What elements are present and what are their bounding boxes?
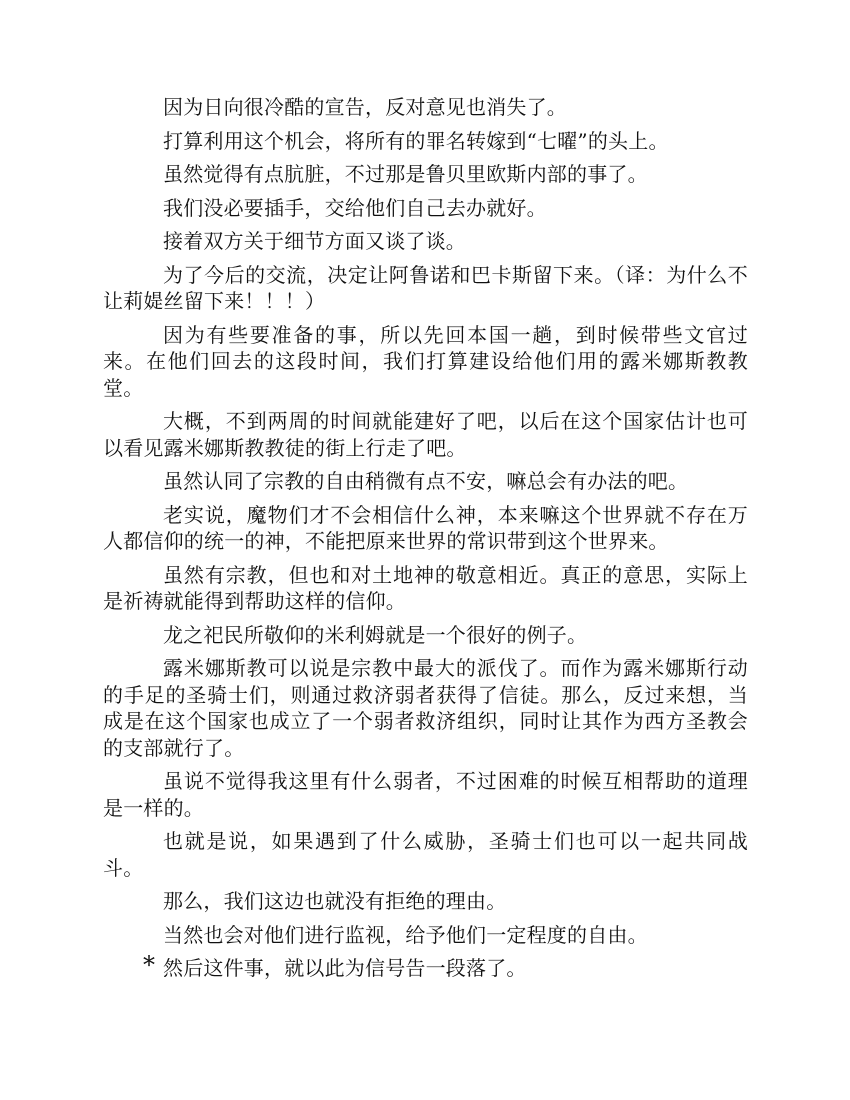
- paragraph: 虽然有宗教，但也和对土地神的敬意相近。真正的意思，实际上是祈祷就能得到帮助这样的信仰。: [103, 562, 748, 613]
- paragraph: 因为日向很冷酷的宣告，反对意见也消失了。: [163, 95, 567, 119]
- paragraph: 然后这件事，就以此为信号告一段落了。: [163, 956, 527, 980]
- paragraph: 那么，我们这边也就没有拒绝的理由。: [163, 889, 507, 913]
- paragraph: 当然也会对他们进行监视，给予他们一定程度的自由。: [163, 922, 648, 947]
- paragraph: 老实说，魔物们才不会相信什么神，本来嘛这个世界就不存在万人都信仰的统一的神，不能把原来世界的常识带到这个世界来。: [103, 502, 748, 553]
- paragraph: 我们没必要插手，交给他们自己去办就好。: [163, 195, 547, 220]
- section-separator: *: [143, 951, 155, 979]
- paragraph: 也就是说，如果遇到了什么威胁，圣骑士们也可以一起共同战斗。: [103, 829, 748, 880]
- document-body: [103, 94, 748, 989]
- paragraph: 虽然认同了宗教的自由稍微有点不安，嘛总会有办法的吧。: [163, 469, 689, 493]
- paragraph: 为了今后的交流，决定让阿鲁诺和巴卡斯留下来。（译：为什么不让莉媞丝留下来！！！）: [103, 262, 748, 313]
- paragraph: 虽说不觉得我这里有什么弱者，不过困难的时候互相帮助的道理是一样的。: [103, 769, 748, 820]
- paragraph: 虽然觉得有点肮脏，不过那是鲁贝里欧斯内部的事了。: [163, 162, 648, 186]
- paragraph: 龙之祀民所敬仰的米利姆就是一个很好的例子。: [163, 622, 588, 647]
- paragraph: 接着双方关于细节方面又谈了谈。: [163, 229, 466, 253]
- paragraph: 露米娜斯教可以说是宗教中最大的派伐了。而作为露米娜斯行动的手足的圣骑士们，则通过救济弱者获得了信徒。那么，反过来想，当成是在这个国家也成立了一个弱者救济组织，同时让其作为西方圣教会的支部就行了。: [103, 656, 748, 760]
- paragraph: 大概，不到两周的时间就能建好了吧，以后在这个国家估计也可以看见露米娜斯教教徒的街上行走了吧。: [103, 409, 748, 460]
- paragraph: 因为有些要准备的事，所以先回本国一趟，到时候带些文官过来。在他们回去的这段时间，我们打算建设给他们用的露米娜斯教教堂。: [103, 322, 748, 400]
- paragraph: 打算利用这个机会，将所有的罪名转嫁到“七曜”的头上。: [163, 128, 669, 153]
